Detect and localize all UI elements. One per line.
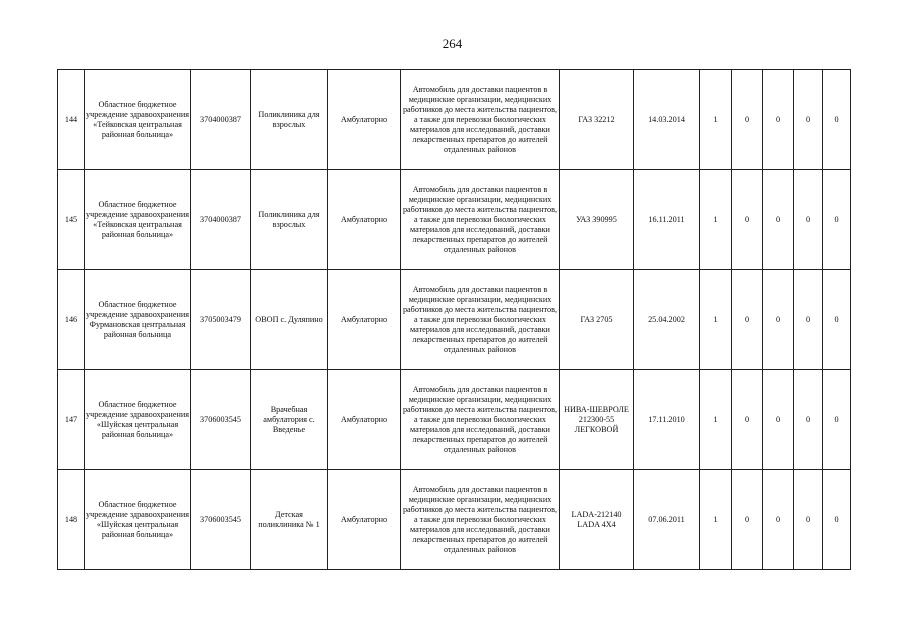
- date-cell: 25.04.2002: [634, 270, 700, 370]
- count-cell: 0: [732, 170, 763, 270]
- count-cell: 0: [823, 170, 851, 270]
- count-cell: 0: [732, 370, 763, 470]
- row-number: 146: [58, 270, 85, 370]
- purpose-cell: Автомобиль для доставки пациентов в медицинские организации, медицинских работников до места жительства пациентов, а также для перевозки биологических материалов для исследований, доставки лекарственных препаратов до жителей отдаленных районов: [401, 170, 560, 270]
- count-cell: 0: [763, 170, 794, 270]
- date-cell: 17.11.2010: [634, 370, 700, 470]
- vehicle-cell: ГАЗ 32212: [560, 70, 634, 170]
- code-cell: 3705003479: [191, 270, 251, 370]
- row-number: 148: [58, 470, 85, 570]
- institution-cell: Областное бюджетное учреждение здравоохранения «Шуйская центральная районная больница»: [85, 370, 191, 470]
- institution-cell: Областное бюджетное учреждение здравоохранения «Шуйская центральная районная больница»: [85, 470, 191, 570]
- institution-cell: Областное бюджетное учреждение здравоохранения «Тейковская центральная районная больница»: [85, 70, 191, 170]
- vehicle-cell: LADA-212140 LADA 4X4: [560, 470, 634, 570]
- date-cell: 16.11.2011: [634, 170, 700, 270]
- count-cell: 0: [823, 270, 851, 370]
- count-cell: 0: [794, 470, 823, 570]
- count-cell: 1: [700, 70, 732, 170]
- institution-cell: Областное бюджетное учреждение здравоохранения Фурмановская центральная районная больница: [85, 270, 191, 370]
- code-cell: 3704000387: [191, 170, 251, 270]
- date-cell: 07.06.2011: [634, 470, 700, 570]
- row-number: 144: [58, 70, 85, 170]
- purpose-cell: Автомобиль для доставки пациентов в медицинские организации, медицинских работников до места жительства пациентов, а также для перевозки биологических материалов для исследований, доставки лекарственных препаратов до жителей отдаленных районов: [401, 370, 560, 470]
- count-cell: 0: [794, 270, 823, 370]
- count-cell: 0: [763, 470, 794, 570]
- institution-cell: Областное бюджетное учреждение здравоохранения «Тейковская центральная районная больница»: [85, 170, 191, 270]
- table-row: [58, 370, 851, 470]
- count-cell: 0: [763, 370, 794, 470]
- purpose-cell: Автомобиль для доставки пациентов в медицинские организации, медицинских работников до места жительства пациентов, а также для перевозки биологических материалов для исследований, доставки лекарственных препаратов до жителей отдаленных районов: [401, 270, 560, 370]
- row-number: 147: [58, 370, 85, 470]
- table-row: [58, 470, 851, 570]
- count-cell: 1: [700, 470, 732, 570]
- unit-cell: Поликлиника для взрослых: [251, 170, 328, 270]
- count-cell: 0: [794, 170, 823, 270]
- count-cell: 0: [823, 470, 851, 570]
- count-cell: 0: [763, 270, 794, 370]
- count-cell: 0: [823, 370, 851, 470]
- register-table: [57, 69, 851, 570]
- count-cell: 1: [700, 270, 732, 370]
- vehicle-cell: ГАЗ 2705: [560, 270, 634, 370]
- table-row: [58, 70, 851, 170]
- count-cell: 1: [700, 170, 732, 270]
- unit-cell: Поликлиника для взрослых: [251, 70, 328, 170]
- count-cell: 0: [732, 270, 763, 370]
- purpose-cell: Автомобиль для доставки пациентов в медицинские организации, медицинских работников до места жительства пациентов, а также для перевозки биологических материалов для исследований, доставки лекарственных препаратов до жителей отдаленных районов: [401, 470, 560, 570]
- count-cell: 0: [732, 70, 763, 170]
- unit-cell: ОВОП с. Дуляпино: [251, 270, 328, 370]
- code-cell: 3706003545: [191, 370, 251, 470]
- unit-cell: Детская поликлиника № 1: [251, 470, 328, 570]
- unit-cell: Врачебная амбулатория с. Введенье: [251, 370, 328, 470]
- count-cell: 1: [700, 370, 732, 470]
- row-number: 145: [58, 170, 85, 270]
- date-cell: 14.03.2014: [634, 70, 700, 170]
- code-cell: 3706003545: [191, 470, 251, 570]
- count-cell: 0: [823, 70, 851, 170]
- table-row: [58, 270, 851, 370]
- table-row: [58, 170, 851, 270]
- care-type-cell: Амбулаторно: [328, 170, 401, 270]
- vehicle-cell: НИВА-ШЕВРОЛЕ 212300-55 ЛЕГКОВОЙ: [560, 370, 634, 470]
- count-cell: 0: [732, 470, 763, 570]
- care-type-cell: Амбулаторно: [328, 470, 401, 570]
- care-type-cell: Амбулаторно: [328, 270, 401, 370]
- care-type-cell: Амбулаторно: [328, 370, 401, 470]
- page-number: 264: [442, 36, 463, 51]
- care-type-cell: Амбулаторно: [328, 70, 401, 170]
- purpose-cell: Автомобиль для доставки пациентов в медицинские организации, медицинских работников до места жительства пациентов, а также для перевозки биологических материалов для исследований, доставки лекарственных препаратов до жителей отдаленных районов: [401, 70, 560, 170]
- count-cell: 0: [794, 370, 823, 470]
- vehicle-cell: УАЗ 390995: [560, 170, 634, 270]
- count-cell: 0: [794, 70, 823, 170]
- code-cell: 3704000387: [191, 70, 251, 170]
- count-cell: 0: [763, 70, 794, 170]
